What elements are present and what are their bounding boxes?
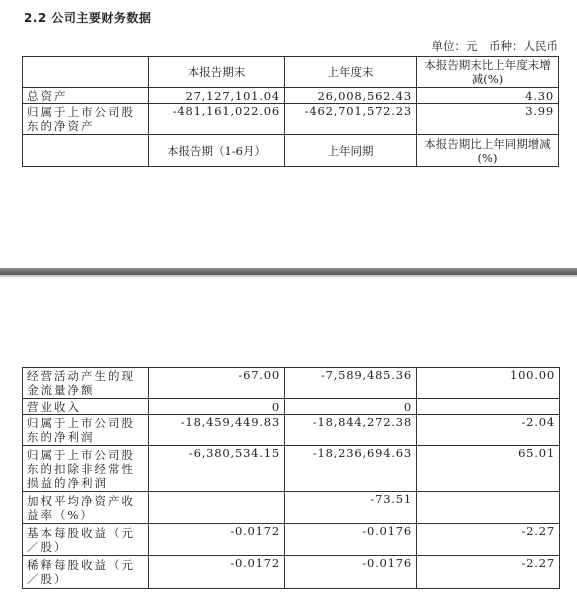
cell-value: -18,844,272.38 [285,415,417,446]
cell-value: -2.04 [417,415,560,446]
table-row [23,524,560,556]
unit-currency-note: 单位：元 币种：人民币 [431,39,558,53]
header-period-end: 本报告期末 [149,57,285,88]
row-label: 归属于上市公司股东的净利润 [23,415,149,446]
cell-value: 27,127,101.04 [149,88,285,104]
header-prior-year-end: 上年度末 [285,57,417,88]
cell-value: -0.0176 [285,556,417,589]
table-row [23,446,560,492]
cell-value: -462,701,572.23 [285,104,417,135]
section-title: 2.2 公司主要财务数据 [24,11,152,25]
cell-value: -0.0172 [149,524,285,556]
row-label: 经营活动产生的现金流量净额 [23,368,149,399]
table-row [23,399,560,415]
cell-value: -481,161,022.06 [149,104,285,135]
table-header-row [23,57,559,88]
cell-value: -0.0176 [285,524,417,556]
financial-table-balance [22,56,559,167]
row-label: 稀释每股收益（元／股） [23,556,149,589]
cell-value [149,492,285,524]
cell-value: 26,008,562.43 [285,88,417,104]
row-label: 归属于上市公司股东的净资产 [23,104,149,135]
cell-value: 3.99 [417,104,559,135]
row-label: 归属于上市公司股东的扣除非经常性损益的净利润 [23,446,149,492]
cell-value: 4.30 [417,88,559,104]
cell-value: -2.27 [417,524,560,556]
row-label: 基本每股收益（元／股） [23,524,149,556]
cell-value: -2.27 [417,556,560,589]
table-row [23,104,559,135]
cell-value: -73.51 [285,492,417,524]
header-blank-cell [23,135,149,167]
cell-value [417,399,560,415]
cell-value: -7,589,485.36 [285,368,417,399]
header-current-period: 本报告期（1-6月） [149,135,285,167]
header-blank-cell [23,57,149,88]
page-divider-band [0,268,577,275]
page-divider-shadow [0,275,577,277]
table-row [23,415,560,446]
financial-table-income [22,367,560,589]
cell-value: 65.01 [417,446,560,492]
cell-value: -18,459,449.83 [149,415,285,446]
header-change-pct: 本报告期比上年同期增减(%) [417,135,559,167]
cell-value: 0 [149,399,285,415]
table-row [23,88,559,104]
row-label: 加权平均净资产收益率（%） [23,492,149,524]
table-row [23,368,560,399]
table-row [23,492,560,524]
row-label: 总资产 [23,88,149,104]
row-label: 营业收入 [23,399,149,415]
cell-value: 0 [285,399,417,415]
header-change-pct: 本报告期末比上年度末增减(%) [417,57,559,88]
header-prior-period: 上年同期 [285,135,417,167]
cell-value: -67.00 [149,368,285,399]
cell-value: -0.0172 [149,556,285,589]
table-row [23,556,560,589]
cell-value: -6,380,534.15 [149,446,285,492]
cell-value [417,492,560,524]
cell-value: 100.00 [417,368,560,399]
cell-value: -18,236,694.63 [285,446,417,492]
table-header-row [23,135,559,167]
